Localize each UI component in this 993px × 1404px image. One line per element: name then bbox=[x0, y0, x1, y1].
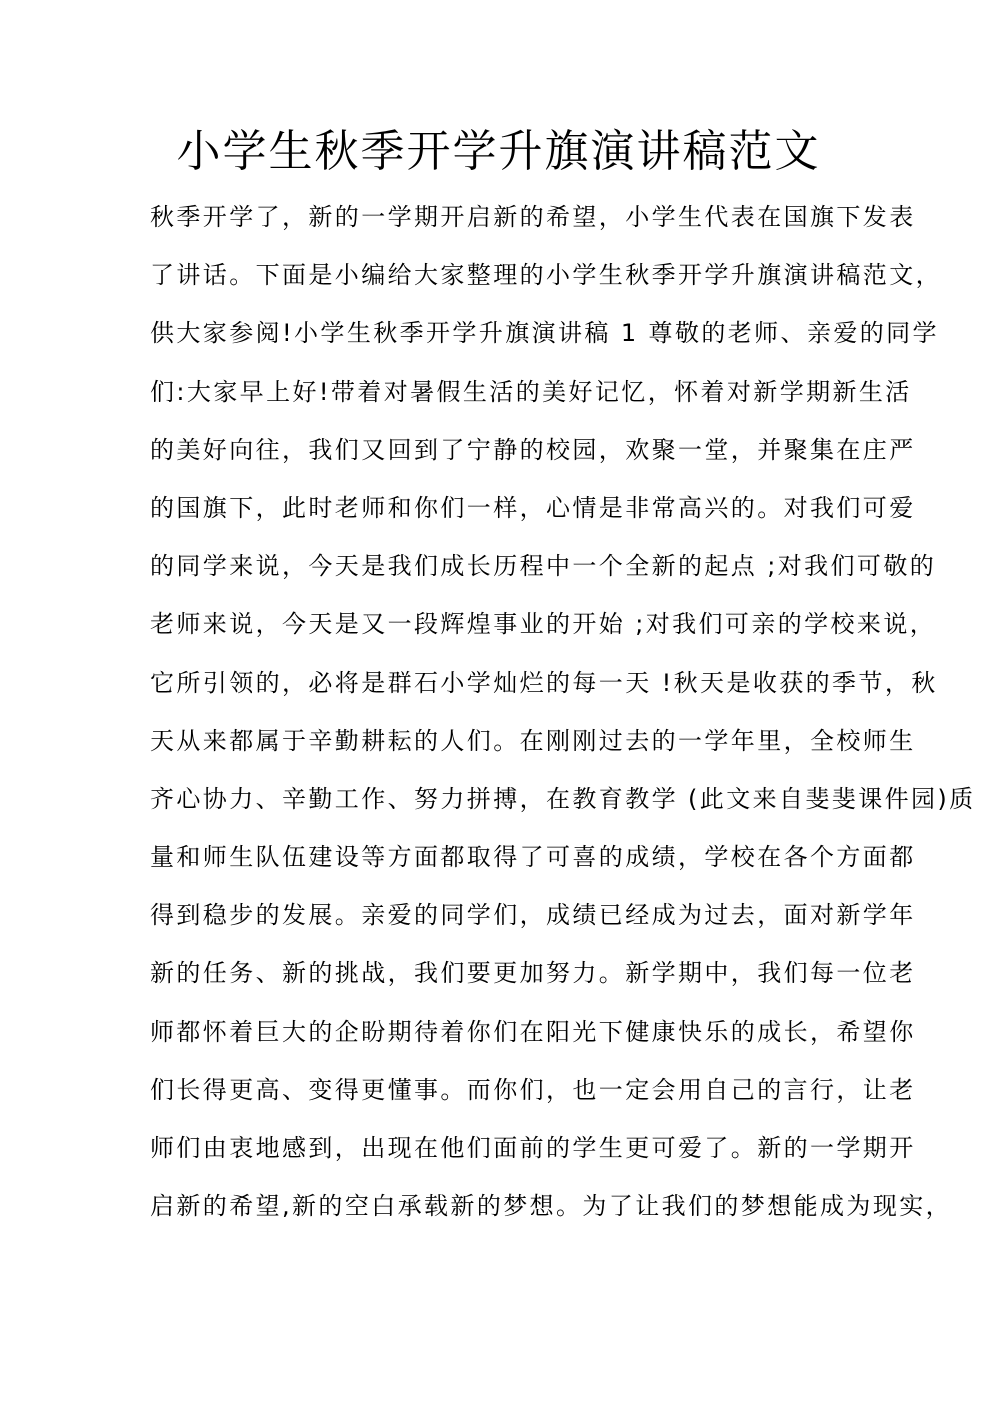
body-line: 们长得更高、变得更懂事。而你们，也一定会用自己的言行，让老 bbox=[150, 1075, 916, 1104]
body-line: 新的任务、新的挑战，我们要更加努力。新学期中，我们每一位老 bbox=[150, 959, 916, 988]
body-line: 得到稳步的发展。亲爱的同学们，成绩已经成为过去，面对新学年 bbox=[150, 901, 916, 930]
body-line: 老师来说，今天是又一段辉煌事业的开始 ;对我们可亲的学校来说， bbox=[150, 610, 937, 639]
body-line: 师都怀着巨大的企盼期待着你们在阳光下健康快乐的成长，希望你 bbox=[150, 1017, 916, 1046]
body-line: 它所引领的，必将是群石小学灿烂的每一天 !秋天是收获的季节，秋 bbox=[150, 668, 938, 697]
body-line: 们:大家早上好!带着对暑假生活的美好记忆，怀着对新学期新生活 bbox=[150, 377, 912, 406]
body-line: 的国旗下，此时老师和你们一样，心情是非常高兴的。对我们可爱 bbox=[150, 493, 916, 522]
body-line: 的同学来说，今天是我们成长历程中一个全新的起点 ;对我们可敬的 bbox=[150, 552, 937, 581]
body-line: 量和师生队伍建设等方面都取得了可喜的成绩，学校在各个方面都 bbox=[150, 843, 916, 872]
body-line: 供大家参阅!小学生秋季开学升旗演讲稿 1 尊敬的老师、亲爱的同学 bbox=[150, 319, 939, 348]
body-line: 启新的希望,新的空白承载新的梦想。为了让我们的梦想能成为现实， bbox=[150, 1192, 953, 1221]
document-body bbox=[150, 188, 976, 1235]
body-line: 的美好向往，我们又回到了宁静的校园，欢聚一堂，并聚集在庄严 bbox=[150, 435, 916, 464]
document-title: 小学生秋季开学升旗演讲稿范文 bbox=[176, 126, 821, 177]
body-line: 齐心协力、辛勤工作、努力拼搏，在教育教学 (此文来自斐斐课件园)质 bbox=[150, 784, 976, 813]
body-line: 了讲话。下面是小编给大家整理的小学生秋季开学升旗演讲稿范文， bbox=[150, 261, 942, 290]
body-line: 天从来都属于辛勤耕耘的人们。在刚刚过去的一学年里，全校师生 bbox=[150, 726, 916, 755]
body-line: 秋季开学了，新的一学期开启新的希望，小学生代表在国旗下发表 bbox=[150, 203, 916, 231]
body-line: 师们由衷地感到，出现在他们面前的学生更可爱了。新的一学期开 bbox=[150, 1134, 916, 1162]
